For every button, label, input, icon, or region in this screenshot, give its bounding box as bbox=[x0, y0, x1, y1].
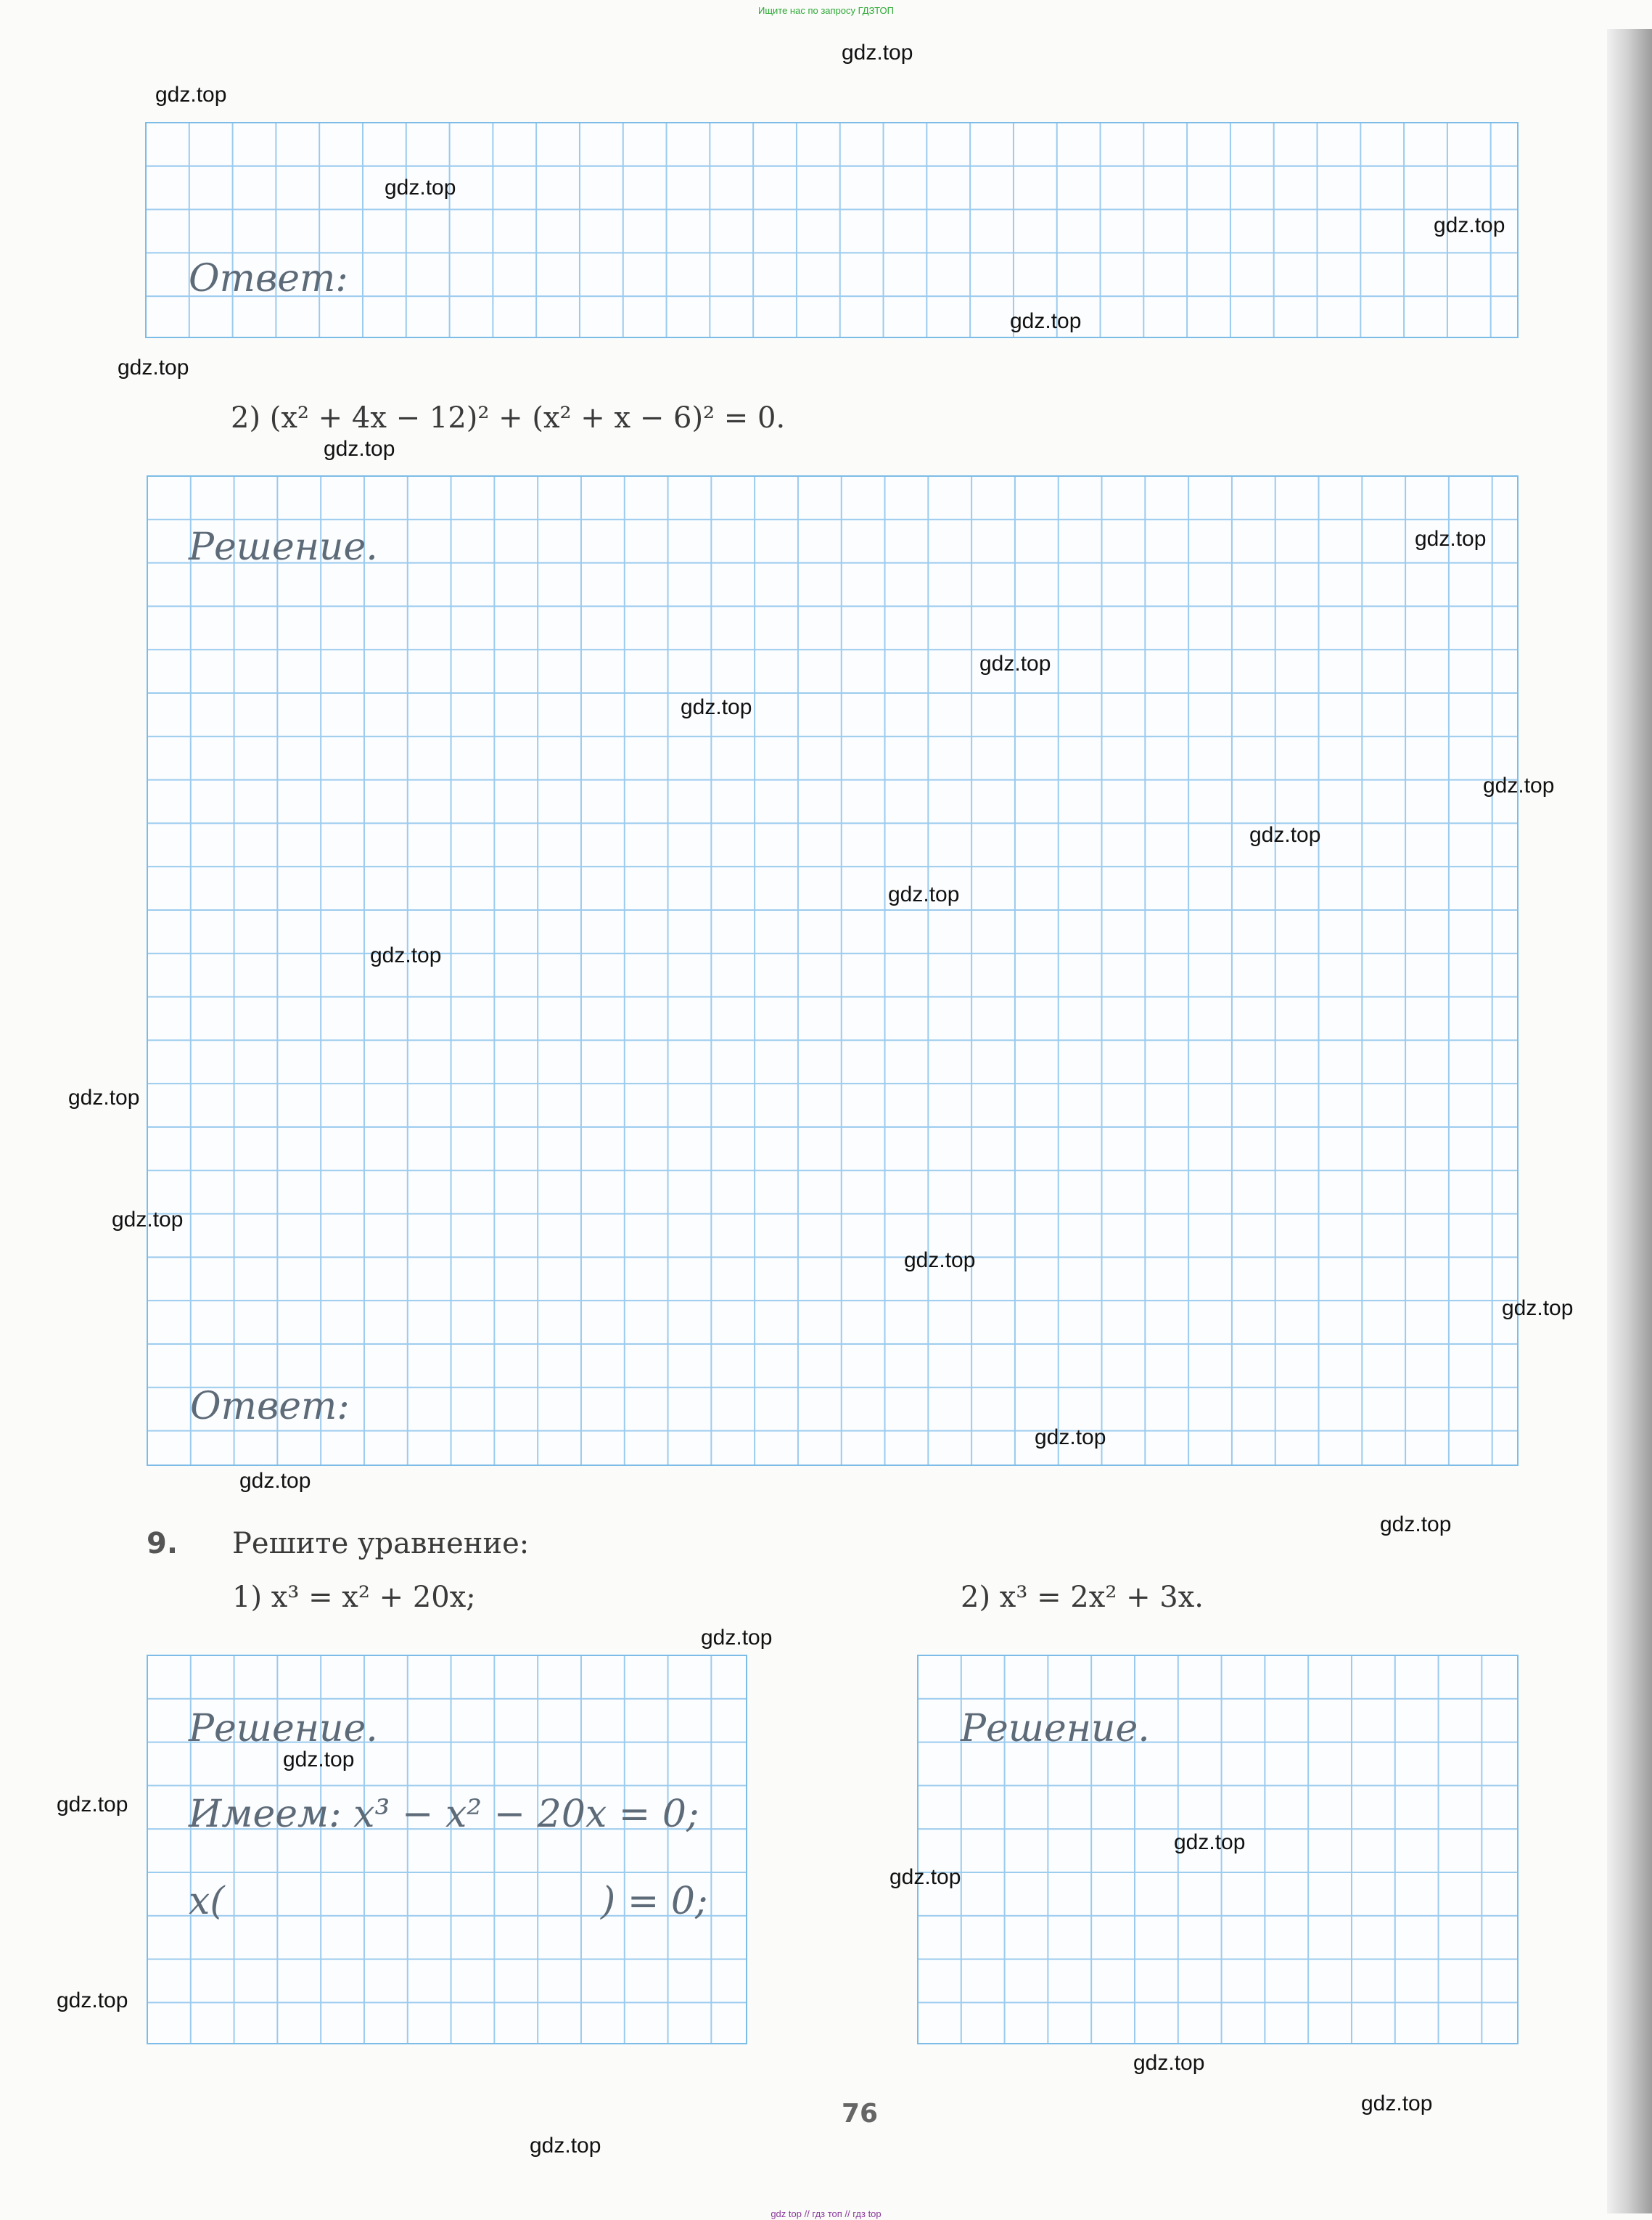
watermark: gdz.top bbox=[385, 176, 456, 200]
watermark: gdz.top bbox=[701, 1626, 773, 1650]
watermark: gdz.top bbox=[68, 1086, 140, 1110]
watermark: gdz.top bbox=[112, 1208, 184, 1232]
watermark: gdz.top bbox=[1434, 213, 1505, 237]
equation-text: 2) (x² + 4x − 12)² + (x² + x − 6)² = 0. bbox=[231, 401, 786, 435]
watermark: gdz.top bbox=[1174, 1830, 1246, 1854]
watermark: gdz.top bbox=[1010, 309, 1082, 333]
watermark: gdz.top bbox=[1249, 823, 1321, 847]
watermark: gdz.top bbox=[842, 41, 913, 65]
watermark: gdz.top bbox=[904, 1248, 976, 1272]
watermark: gdz.top bbox=[1380, 1512, 1452, 1536]
task9-item2: 2) x³ = 2x² + 3x. bbox=[961, 1581, 1204, 1614]
watermark: gdz.top bbox=[1415, 527, 1487, 551]
watermark: gdz.top bbox=[1361, 2092, 1433, 2115]
watermark: gdz.top bbox=[888, 882, 960, 906]
answer-label-2: Ответ: bbox=[190, 1385, 350, 1428]
watermark: gdz.top bbox=[1133, 2051, 1205, 2075]
solution-label-4: Решение. bbox=[961, 1707, 1150, 1750]
watermark: gdz.top bbox=[889, 1865, 961, 1889]
watermark: gdz.top bbox=[239, 1469, 311, 1493]
solution-label-2: Решение. bbox=[189, 525, 378, 569]
book-spine-shadow bbox=[1607, 29, 1652, 2213]
answer-label-1: Ответ: bbox=[189, 257, 348, 300]
watermark: gdz.top bbox=[681, 695, 752, 719]
page-number: 76 bbox=[842, 2099, 879, 2129]
answer-grid-1 bbox=[145, 122, 1519, 338]
watermark: gdz.top bbox=[324, 437, 395, 461]
solution-line-1: Имеем: x³ − x² − 20x = 0; bbox=[189, 1793, 699, 1836]
watermark: gdz.top bbox=[57, 1793, 128, 1816]
watermark: gdz.top bbox=[1502, 1296, 1574, 1320]
watermark: gdz.top bbox=[1035, 1425, 1106, 1449]
solution-line-2-open: x( bbox=[189, 1880, 225, 1923]
bottom-banner[interactable]: gdz top // гдз топ // гдз top bbox=[770, 2208, 882, 2219]
task8-item2-equation bbox=[231, 401, 785, 435]
solution-grid-2 bbox=[147, 475, 1519, 1466]
solution-line-2-close: ) = 0; bbox=[601, 1880, 708, 1923]
watermark: gdz.top bbox=[57, 1988, 128, 2012]
watermark: gdz.top bbox=[530, 2134, 601, 2158]
watermark: gdz.top bbox=[370, 943, 442, 967]
watermark: gdz.top bbox=[283, 1748, 355, 1772]
task9-number: 9. bbox=[147, 1527, 178, 1560]
task9-item1: 1) x³ = x² + 20x; bbox=[232, 1581, 476, 1614]
watermark: gdz.top bbox=[1483, 774, 1555, 798]
watermark: gdz.top bbox=[118, 356, 189, 380]
watermark: gdz.top bbox=[979, 652, 1051, 676]
watermark: gdz.top bbox=[155, 83, 227, 107]
top-banner[interactable]: Ищите нас по запросу ГДЗТОП bbox=[757, 5, 894, 16]
task9-prompt: Решите уравнение: bbox=[232, 1527, 530, 1560]
solution-label-3: Решение. bbox=[189, 1707, 378, 1750]
